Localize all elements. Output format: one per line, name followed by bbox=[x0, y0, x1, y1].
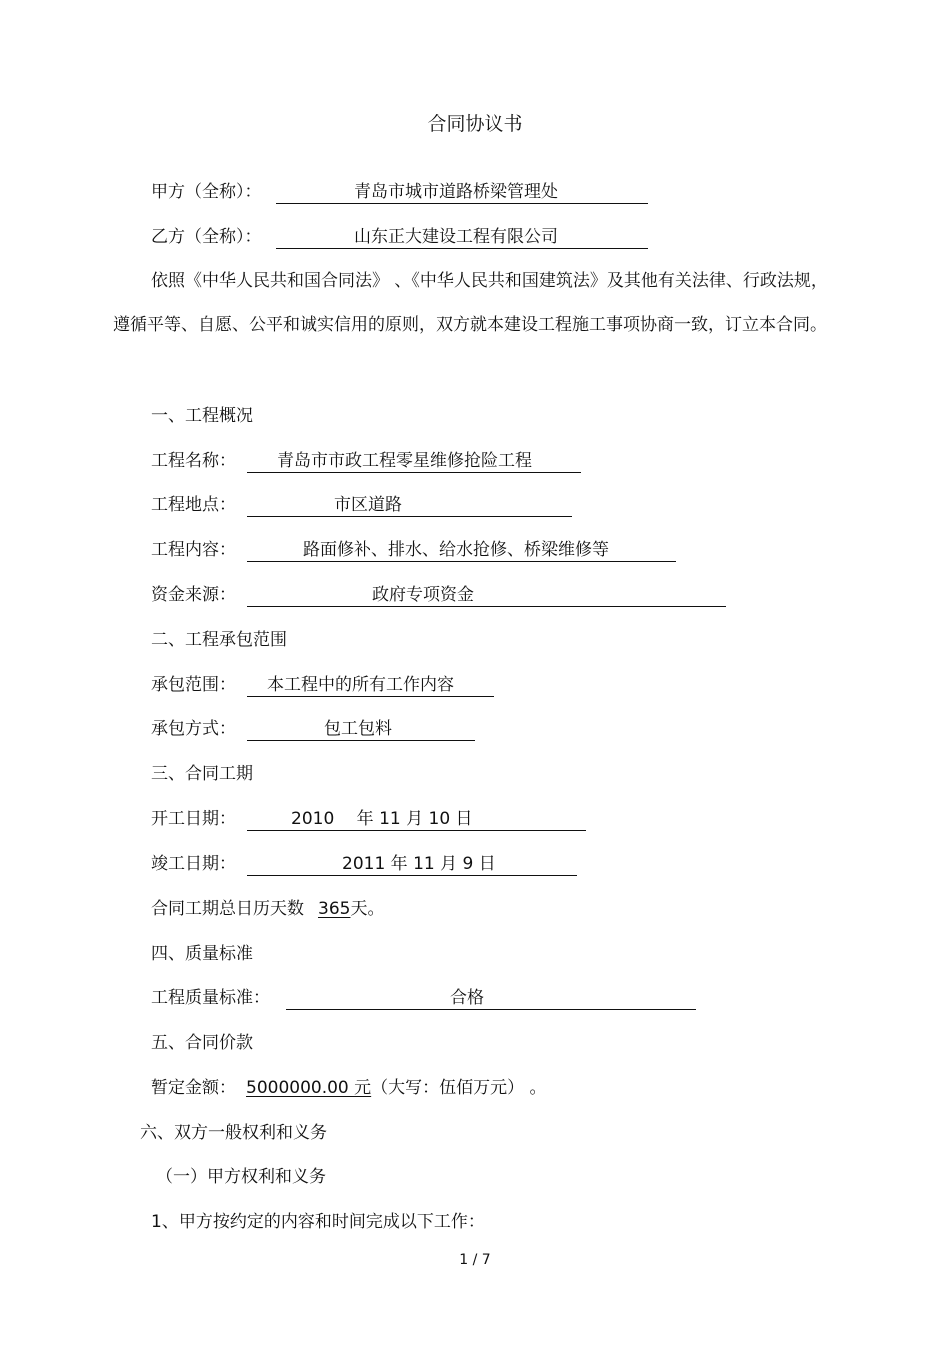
project-name-label: 工程名称： bbox=[151, 451, 236, 471]
start-date-field bbox=[247, 808, 586, 831]
price-label: 暂定金额： bbox=[151, 1078, 236, 1098]
section-4-heading: 四、质量标准 bbox=[151, 944, 253, 964]
mode-label: 承包方式： bbox=[151, 719, 236, 739]
quality-field bbox=[286, 987, 696, 1010]
total-days-line bbox=[151, 898, 384, 920]
scope-label: 承包范围： bbox=[151, 675, 236, 695]
project-name-field bbox=[247, 450, 581, 473]
fund-source-label: 资金来源： bbox=[151, 585, 236, 605]
page-number: 1 / 7 bbox=[459, 1252, 491, 1268]
party-b-field bbox=[276, 226, 648, 249]
project-content-label: 工程内容： bbox=[151, 540, 236, 560]
scope-field bbox=[247, 674, 494, 697]
project-content-field bbox=[247, 539, 676, 562]
price-suffix: （大写：伍佰万元） 。 bbox=[371, 1078, 547, 1098]
start-date-value: 2010 年 11 月 10 日 bbox=[291, 809, 473, 829]
quality-label: 工程质量标准： bbox=[151, 988, 270, 1008]
party-a-label: 甲方（全称）： bbox=[151, 182, 262, 202]
mode-field bbox=[247, 718, 475, 741]
party-b-label: 乙方（全称）： bbox=[151, 227, 262, 247]
section-5-heading: 五、合同价款 bbox=[151, 1033, 253, 1053]
section-1-heading: 一、工程概况 bbox=[151, 406, 253, 426]
section-6-heading: 六、双方一般权利和义务 bbox=[140, 1123, 327, 1143]
party-a-value: 青岛市城市道路桥梁管理处 bbox=[354, 182, 558, 202]
scope-value: 本工程中的所有工作内容 bbox=[267, 675, 454, 695]
price-line bbox=[151, 1077, 547, 1099]
quality-value: 合格 bbox=[450, 988, 484, 1008]
section-2-heading: 二、工程承包范围 bbox=[151, 630, 287, 650]
party-a-field bbox=[276, 181, 648, 204]
intro-paragraph bbox=[113, 259, 833, 347]
price-value: 5000000.00 元 bbox=[246, 1078, 372, 1098]
section-3-heading: 三、合同工期 bbox=[151, 764, 253, 784]
total-days-suffix: 天。 bbox=[350, 899, 385, 919]
fund-source-field bbox=[247, 584, 726, 607]
end-date-value: 2011 年 11 月 9 日 bbox=[342, 854, 496, 874]
mode-value: 包工包料 bbox=[324, 719, 392, 739]
end-date-field bbox=[247, 853, 577, 876]
project-name-value: 青岛市市政工程零星维修抢险工程 bbox=[277, 451, 532, 471]
start-date-label: 开工日期： bbox=[151, 809, 236, 829]
project-site-value: 市区道路 bbox=[334, 495, 402, 515]
project-site-label: 工程地点： bbox=[151, 495, 236, 515]
section-6-item-1: 1、甲方按约定的内容和时间完成以下工作： bbox=[151, 1212, 485, 1232]
section-6-sub-1: （一）甲方权利和义务 bbox=[156, 1167, 326, 1187]
document-title: 合同协议书 bbox=[427, 113, 523, 135]
intro-text: 依照《中华人民共和国合同法》 、《中华人民共和国建筑法》及其他有关法律、行政法规，遵循平等、自愿、公平和诚实信用的原则，双方就本建设工程施工事项协商一致，订立本合同。 bbox=[113, 271, 828, 335]
fund-source-value: 政府专项资金 bbox=[372, 585, 474, 605]
party-b-value: 山东正大建设工程有限公司 bbox=[354, 227, 558, 247]
total-days-value: 365 bbox=[318, 899, 351, 919]
total-days-prefix: 合同工期总日历天数 bbox=[151, 899, 304, 919]
end-date-label: 竣工日期： bbox=[151, 854, 236, 874]
project-site-field bbox=[247, 494, 572, 517]
project-content-value: 路面修补、排水、给水抢修、桥梁维修等 bbox=[303, 540, 609, 560]
